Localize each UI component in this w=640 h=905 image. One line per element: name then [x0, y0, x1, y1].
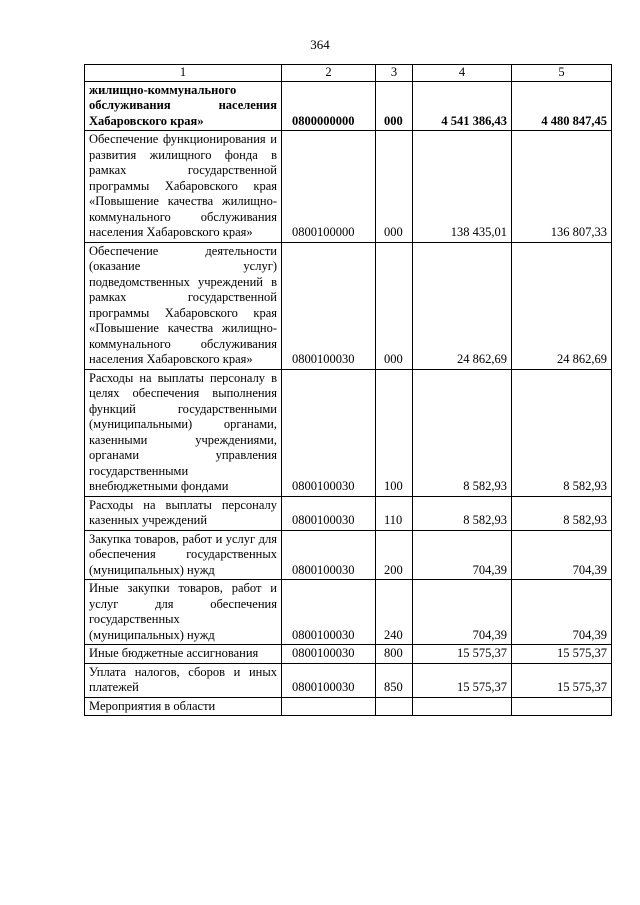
page-number: 364	[310, 37, 330, 52]
row-target-code	[282, 697, 376, 716]
column-number: 3	[376, 65, 413, 82]
row-description: Обеспечение функционирования и развития жилищного фонда в рамках государственной программы Хабаровского края «Повышение качества жилищно-коммунального обслуживания населения Хабаровского края»	[85, 131, 282, 243]
row-target-code: 0800100030	[282, 663, 376, 697]
table-row	[85, 81, 612, 131]
row-amount-1: 138 435,01	[413, 131, 512, 243]
row-amount-1: 8 582,93	[413, 369, 512, 496]
row-expense-kind: 100	[376, 369, 413, 496]
row-expense-kind: 000	[376, 242, 413, 369]
table-row	[85, 496, 612, 530]
column-number: 4	[413, 65, 512, 82]
row-description: Расходы на выплаты персоналу в целях обеспечения выполнения функций государственными (муниципальными) органами, казенными учреждениями, органами управления государственными внебюджетными фондами	[85, 369, 282, 496]
row-expense-kind: 000	[376, 131, 413, 243]
table-row	[85, 131, 612, 243]
row-description: Иные закупки товаров, работ и услуг для обеспечения государственных (муниципальных) нужд	[85, 580, 282, 645]
row-description: Иные бюджетные ассигнования	[85, 645, 282, 664]
row-expense-kind: 110	[376, 496, 413, 530]
row-amount-1: 704,39	[413, 580, 512, 645]
row-target-code: 0800100000	[282, 131, 376, 243]
row-amount-2: 24 862,69	[512, 242, 612, 369]
row-expense-kind: 800	[376, 645, 413, 664]
row-description: жилищно-коммунального обслуживания населения Хабаровского края»	[85, 81, 282, 131]
row-description: Расходы на выплаты персоналу казенных учреждений	[85, 496, 282, 530]
row-expense-kind: 000	[376, 81, 413, 131]
row-target-code: 0800100030	[282, 530, 376, 580]
row-amount-2: 704,39	[512, 530, 612, 580]
row-amount-2: 704,39	[512, 580, 612, 645]
row-target-code: 0800100030	[282, 645, 376, 664]
row-target-code: 0800100030	[282, 496, 376, 530]
row-expense-kind: 240	[376, 580, 413, 645]
row-target-code: 0800100030	[282, 369, 376, 496]
row-amount-1: 4 541 386,43	[413, 81, 512, 131]
row-description: Мероприятия в области	[85, 697, 282, 716]
table-row	[85, 663, 612, 697]
table-row	[85, 242, 612, 369]
table-row	[85, 580, 612, 645]
row-amount-1: 704,39	[413, 530, 512, 580]
table-row	[85, 369, 612, 496]
budget-table	[84, 64, 612, 716]
row-amount-2: 15 575,37	[512, 645, 612, 664]
table-row	[85, 645, 612, 664]
row-amount-1: 15 575,37	[413, 663, 512, 697]
row-amount-2	[512, 697, 612, 716]
column-number: 1	[85, 65, 282, 82]
row-description: Обеспечение деятельности (оказание услуг) подведомственных учреждений в рамках государственной программы Хабаровского края «Повышение качества жилищно-коммунального обслуживания населения Хабаровского края»	[85, 242, 282, 369]
row-expense-kind: 200	[376, 530, 413, 580]
row-target-code: 0800100030	[282, 580, 376, 645]
row-amount-2: 8 582,93	[512, 369, 612, 496]
row-description: Уплата налогов, сборов и иных платежей	[85, 663, 282, 697]
row-target-code: 0800000000	[282, 81, 376, 131]
row-amount-1: 8 582,93	[413, 496, 512, 530]
row-amount-2: 136 807,33	[512, 131, 612, 243]
row-expense-kind	[376, 697, 413, 716]
column-number: 2	[282, 65, 376, 82]
row-amount-1: 24 862,69	[413, 242, 512, 369]
row-expense-kind: 850	[376, 663, 413, 697]
row-amount-1: 15 575,37	[413, 645, 512, 664]
row-amount-2: 8 582,93	[512, 496, 612, 530]
row-amount-2: 4 480 847,45	[512, 81, 612, 131]
table-row	[85, 530, 612, 580]
column-number: 5	[512, 65, 612, 82]
table-row	[85, 697, 612, 716]
column-number-row	[85, 65, 612, 82]
row-amount-2: 15 575,37	[512, 663, 612, 697]
row-amount-1	[413, 697, 512, 716]
row-description: Закупка товаров, работ и услуг для обеспечения государственных (муниципальных) нужд	[85, 530, 282, 580]
row-target-code: 0800100030	[282, 242, 376, 369]
